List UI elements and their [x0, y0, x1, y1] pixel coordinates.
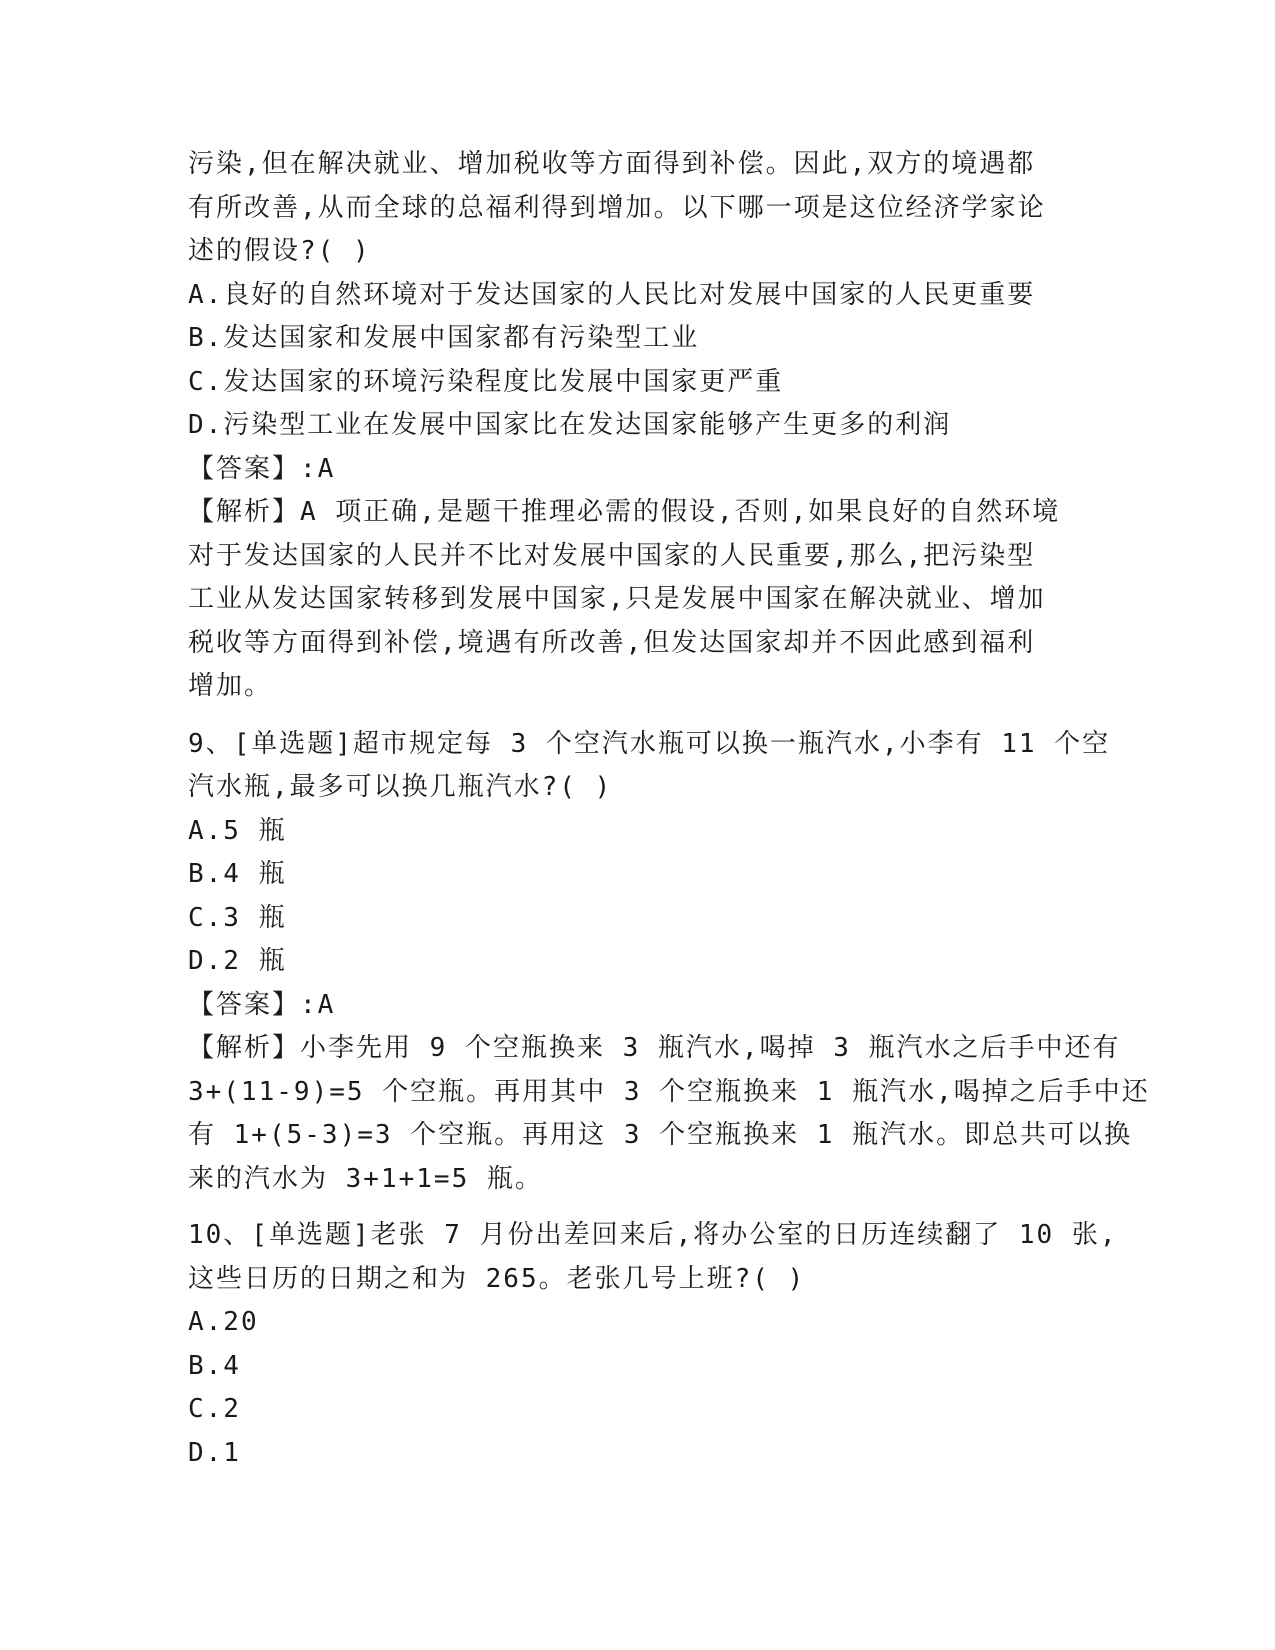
option-d: D.1 [188, 1437, 241, 1468]
question-stem-line: 述的假设?( ) [188, 236, 371, 266]
question-10-block [188, 1214, 1118, 1475]
option-a: A.5 瓶 [188, 815, 287, 846]
analysis-line: 税收等方面得到补偿,境遇有所改善,但发达国家却并不因此感到福利 [188, 627, 1036, 658]
option-d: D.污染型工业在发展中国家比在发达国家能够产生更多的利润 [188, 410, 952, 440]
question-stem-line: 有所改善,从而全球的总福利得到增加。以下哪一项是这位经济学家论 [188, 192, 1046, 223]
option-b: B.发达国家和发展中国家都有污染型工业 [188, 323, 700, 353]
spacer [188, 709, 1088, 723]
option-a: A.良好的自然环境对于发达国家的人民比对发展中国家的人民更重要 [188, 279, 1036, 310]
answer-line: 【答案】:A [188, 453, 336, 484]
question-stem-line: 这些日历的日期之和为 265。老张几号上班?( ) [188, 1263, 806, 1294]
option-c: C.发达国家的环境污染程度比发展中国家更严重 [188, 366, 784, 397]
analysis-line: 【解析】A 项正确,是题干推理必需的假设,否则,如果良好的自然环境 [188, 497, 1061, 527]
analysis-line: 增加。 [188, 671, 273, 701]
spacer [188, 1201, 1088, 1214]
analysis-line: 3+(11-9)=5 个空瓶。再用其中 3 个空瓶换来 1 瓶汽水,喝掉之后手中还 [188, 1076, 1150, 1107]
option-c: C.3 瓶 [188, 902, 287, 933]
analysis-line: 工业从发达国家转移到发展中国家,只是发展中国家在解决就业、增加 [188, 584, 1046, 614]
option-b: B.4 瓶 [188, 859, 287, 889]
question-9-block [188, 723, 1150, 1202]
answer-line: 【答案】:A [188, 989, 336, 1020]
option-a: A.20 [188, 1307, 259, 1337]
question-stem-line: 汽水瓶,最多可以换几瓶汽水?( ) [188, 772, 613, 802]
option-d: D.2 瓶 [188, 946, 287, 976]
document-page [188, 143, 1150, 1475]
option-b: B.4 [188, 1350, 241, 1381]
question-stem-line: 9、[单选题]超市规定每 3 个空汽水瓶可以换一瓶汽水,小李有 11 个空 [188, 728, 1111, 759]
question-8-block [188, 143, 1088, 709]
option-c: C.2 [188, 1394, 241, 1424]
analysis-line: 对于发达国家的人民并不比对发展中国家的人民重要,那么,把污染型 [188, 540, 1036, 571]
analysis-line: 有 1+(5-3)=3 个空瓶。再用这 3 个空瓶换来 1 瓶汽水。即总共可以换 [188, 1120, 1133, 1150]
question-stem-line: 污染,但在解决就业、增加税收等方面得到补偿。因此,双方的境遇都 [188, 149, 1036, 179]
analysis-line: 【解析】小李先用 9 个空瓶换来 3 瓶汽水,喝掉 3 瓶汽水之后手中还有 [188, 1033, 1121, 1063]
analysis-line: 来的汽水为 3+1+1=5 瓶。 [188, 1163, 543, 1194]
question-stem-line: 10、[单选题]老张 7 月份出差回来后,将办公室的日历连续翻了 10 张, [188, 1220, 1118, 1250]
